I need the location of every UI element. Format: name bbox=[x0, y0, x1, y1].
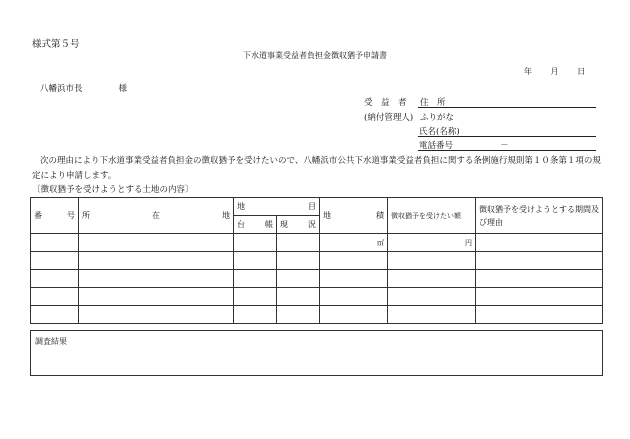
header-actual: 現 況 bbox=[277, 216, 320, 234]
header-number: 番 号 bbox=[31, 198, 79, 234]
phone-line[interactable] bbox=[418, 150, 596, 151]
table-cell[interactable] bbox=[388, 270, 476, 288]
header-area: 地 積 bbox=[320, 198, 388, 234]
form-number: 様式第５号 bbox=[32, 39, 80, 50]
table-cell[interactable] bbox=[79, 288, 234, 306]
table-cell[interactable] bbox=[31, 252, 79, 270]
header-location: 所 在 地 bbox=[79, 198, 234, 234]
table-cell[interactable] bbox=[320, 288, 388, 306]
table-cell[interactable] bbox=[79, 252, 234, 270]
header-reason: 徴収猶予を受けようとする期間及び理由 bbox=[476, 198, 603, 234]
table-cell[interactable] bbox=[388, 306, 476, 324]
table-cell[interactable] bbox=[234, 306, 277, 324]
table-row bbox=[31, 288, 603, 306]
address-label: 住 所 bbox=[420, 98, 446, 108]
investigation-label: 調査結果 bbox=[35, 337, 67, 346]
table-cell[interactable] bbox=[31, 270, 79, 288]
table-cell[interactable] bbox=[277, 288, 320, 306]
address-line[interactable] bbox=[418, 107, 596, 108]
table-row bbox=[31, 252, 603, 270]
date-year: 年 bbox=[524, 67, 532, 76]
name-label: 氏名(名称) bbox=[419, 127, 460, 137]
table-row bbox=[31, 270, 603, 288]
unit-yen[interactable]: 円 bbox=[388, 234, 476, 252]
table-row bbox=[31, 234, 603, 252]
document-title: 下水道事業受益者負担金徴収猶予申請書 bbox=[243, 51, 387, 60]
table-cell[interactable] bbox=[388, 252, 476, 270]
table-cell[interactable] bbox=[234, 288, 277, 306]
table-cell[interactable] bbox=[476, 288, 603, 306]
addressee-honorific: 様 bbox=[118, 84, 128, 94]
table-cell[interactable] bbox=[234, 252, 277, 270]
section-label: 〔徴収猶予を受けようとする土地の内容〕 bbox=[32, 185, 194, 195]
table-cell[interactable] bbox=[476, 306, 603, 324]
date-day: 日 bbox=[577, 67, 586, 76]
table-cell[interactable] bbox=[320, 306, 388, 324]
header-amount: 徴収猶予を受けたい額 bbox=[388, 198, 476, 234]
table-cell[interactable] bbox=[79, 270, 234, 288]
table-cell[interactable] bbox=[31, 234, 79, 252]
investigation-box[interactable] bbox=[30, 330, 603, 376]
date-line bbox=[524, 66, 585, 77]
table-cell[interactable] bbox=[277, 270, 320, 288]
proxy-label: (納付管理人) bbox=[364, 113, 414, 123]
table-cell[interactable] bbox=[476, 252, 603, 270]
table-cell[interactable] bbox=[476, 270, 603, 288]
table-cell[interactable] bbox=[277, 306, 320, 324]
beneficiary-label: 受 益 者 bbox=[364, 98, 407, 108]
date-month: 月 bbox=[550, 67, 559, 76]
table-cell[interactable] bbox=[31, 306, 79, 324]
table-cell[interactable] bbox=[320, 252, 388, 270]
header-register: 台 帳 bbox=[234, 216, 277, 234]
land-table bbox=[30, 197, 603, 324]
table-cell[interactable] bbox=[277, 234, 320, 252]
table-cell[interactable] bbox=[79, 234, 234, 252]
unit-area[interactable]: ㎡ bbox=[320, 234, 388, 252]
table-row bbox=[31, 306, 603, 324]
table-cell[interactable] bbox=[31, 288, 79, 306]
addressee-name: 八幡浜市長 bbox=[40, 84, 83, 94]
table-cell[interactable] bbox=[79, 306, 234, 324]
table-cell[interactable] bbox=[388, 288, 476, 306]
table-cell[interactable] bbox=[234, 270, 277, 288]
phone-separator: － bbox=[500, 141, 509, 151]
addressee bbox=[40, 82, 127, 94]
phone-label: 電話番号 bbox=[419, 141, 454, 151]
name-line[interactable] bbox=[418, 136, 596, 137]
furigana-label: ふりがな bbox=[420, 113, 455, 123]
table-cell[interactable] bbox=[476, 234, 603, 252]
table-cell[interactable] bbox=[234, 234, 277, 252]
table-cell[interactable] bbox=[320, 270, 388, 288]
body-text: 次の理由により下水道事業受益者負担金の徴収猶予を受けたいので、八幡浜市公共下水道事業受益者負担に関する条例施行規則第１０条第１項の規定により申請します。 bbox=[32, 156, 601, 181]
header-land-category: 地 目 bbox=[234, 198, 320, 216]
table-cell[interactable] bbox=[277, 252, 320, 270]
